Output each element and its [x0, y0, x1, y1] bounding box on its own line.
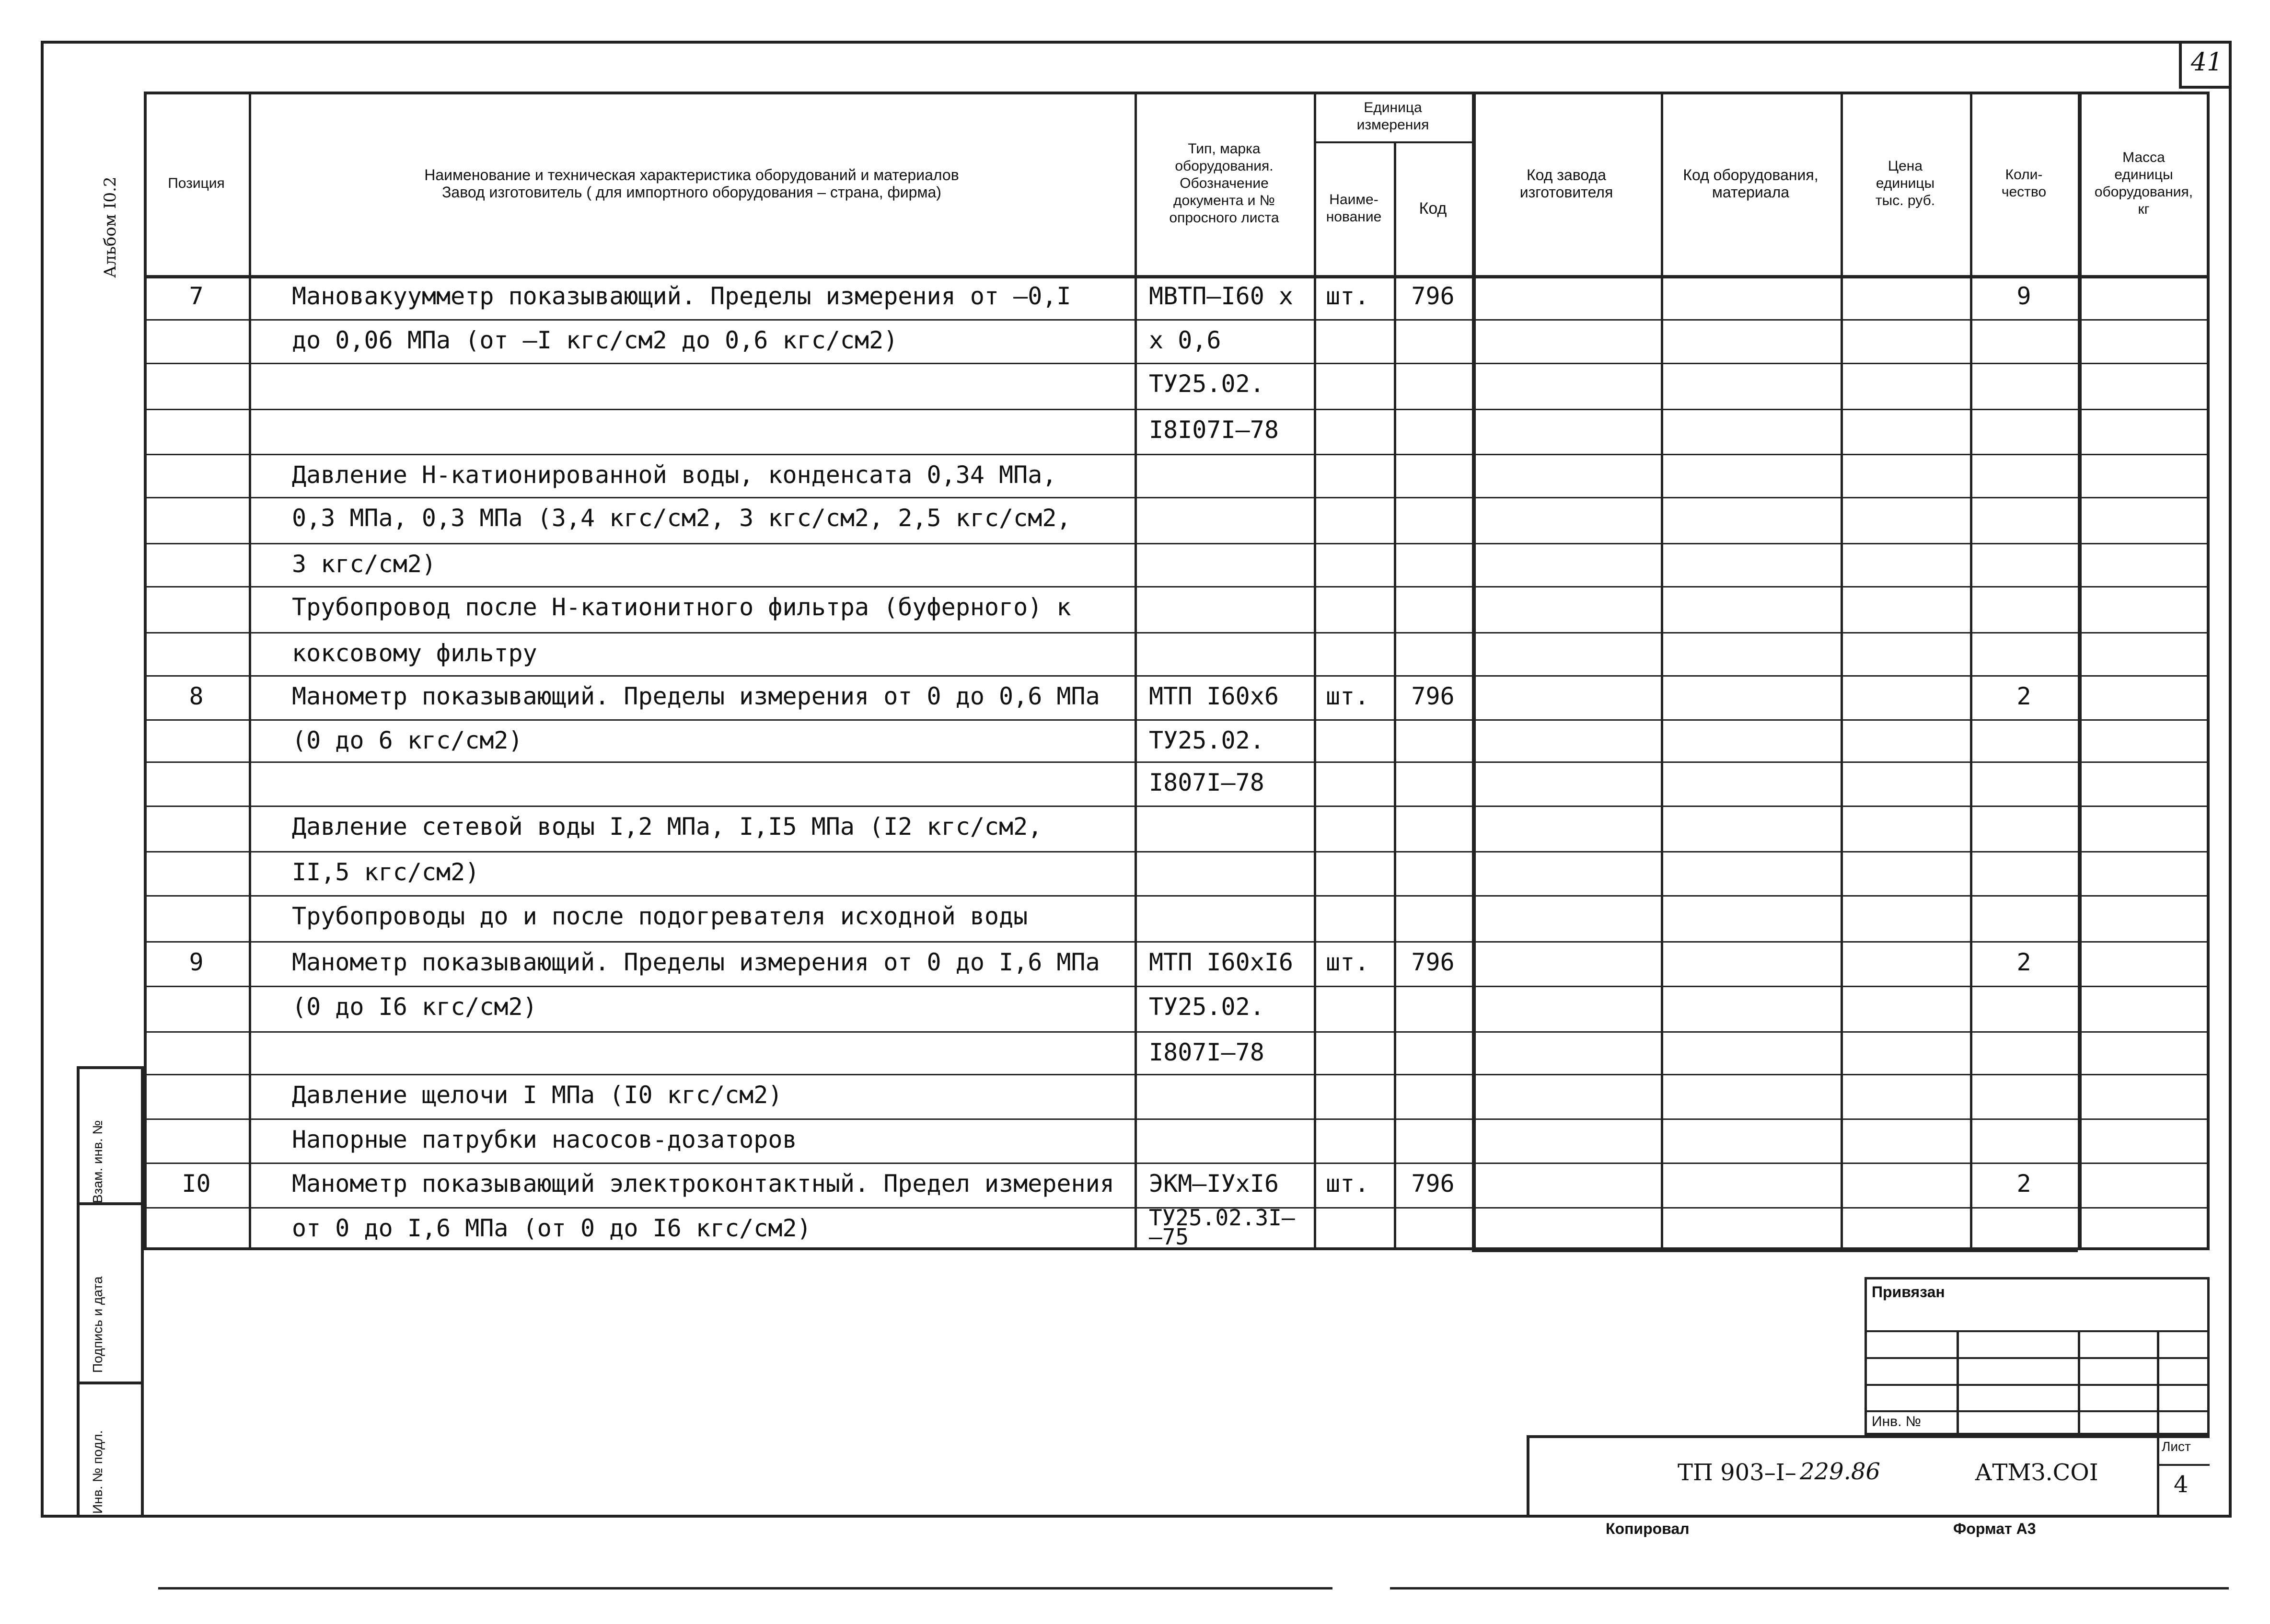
table-row — [144, 806, 2210, 851]
side-label-inventory: Инв. № подл. — [90, 1430, 105, 1514]
stamp-sheet-label: Лист — [2162, 1439, 2191, 1454]
table-row — [144, 986, 2210, 1031]
stamp-doc-code: ТП 903–I– — [1678, 1459, 1796, 1486]
stamp-doc-code-handwritten: 229.86 — [1800, 1458, 1880, 1485]
stamp-format-label: Формат А3 — [1953, 1520, 2036, 1537]
cell-name: Давление Н-катионированной воды, конденсата 0,34 МПа, — [292, 461, 1057, 489]
cell-position: 9 — [189, 948, 204, 976]
table-row — [144, 761, 2210, 806]
cell-name: Манометр показывающий. Пределы измерения от 0 до 0,6 МПа — [292, 682, 1100, 710]
stamp-copied-label: Копировал — [1606, 1520, 1690, 1537]
stamp-doc-mark: АТМЗ.СОI — [1975, 1459, 2098, 1486]
table-row — [144, 409, 2210, 454]
cell-type: I807I–78 — [1149, 769, 1264, 796]
cell-type: ТУ25.02. — [1149, 993, 1264, 1021]
cell-type: I807I–78 — [1149, 1038, 1264, 1066]
table-row — [144, 586, 2210, 632]
cell-code: 796 — [1411, 948, 1455, 976]
table-row — [144, 941, 2210, 986]
cell-type: I8I07I–78 — [1149, 416, 1279, 444]
album-label-text: Альбом I0.2 — [101, 176, 120, 278]
cell-unit: шт. — [1326, 282, 1369, 310]
cell-name: от 0 до I,6 МПа (от 0 до I6 кгс/см2) — [292, 1214, 811, 1242]
stamp-attached-label: Привязан — [1872, 1283, 1945, 1301]
header-name: Наименование и техническая характеристика оборудований и материалов Завод изготовитель ( для импортного оборудования – страна, фирма) — [424, 166, 959, 201]
stamp-sheet-value: 4 — [2174, 1471, 2189, 1498]
cell-type: ЭКМ–IУхI6 — [1149, 1170, 1279, 1198]
header-factory-code: Код завода изготовителя — [1519, 166, 1613, 201]
table-row — [144, 454, 2210, 497]
table-row — [144, 363, 2210, 409]
table-row — [144, 1163, 2210, 1207]
header-unit-name: Наиме- нование — [1326, 191, 1382, 225]
cell-unit: шт. — [1326, 1170, 1369, 1198]
side-label-signature: Подпись и дата — [90, 1276, 105, 1373]
cell-type: ТУ25.02. — [1149, 726, 1264, 754]
table-row — [144, 497, 2210, 543]
table-row — [144, 632, 2210, 675]
cell-name: Напорные патрубки насосов-дозаторов — [292, 1126, 797, 1153]
stamp-inv-label: Инв. № — [1872, 1414, 1921, 1429]
cell-position: I0 — [182, 1170, 211, 1198]
cell-name: Мановакуумметр показывающий. Пределы измерения от –0,I — [292, 282, 1071, 310]
cell-type: МТП I60х6 — [1149, 682, 1279, 710]
cell-code: 796 — [1411, 682, 1455, 710]
header-unit: Единица измерения — [1356, 100, 1429, 133]
table-row — [144, 895, 2210, 941]
cell-name: Давление щелочи I МПа (I0 кгс/см2) — [292, 1081, 783, 1109]
cell-quantity: 2 — [2016, 1170, 2031, 1198]
cell-type: МТП I60хI6 — [1149, 948, 1294, 976]
stamp-sheet-divider — [2157, 1435, 2159, 1518]
cell-unit: шт. — [1326, 682, 1369, 710]
cell-unit: шт. — [1326, 948, 1369, 976]
cell-name: Трубопровод после Н-катионитного фильтра (буферного) к — [292, 593, 1071, 621]
cell-name: 3 кгс/см2) — [292, 550, 437, 578]
cell-code: 796 — [1411, 282, 1455, 310]
header-type: Тип, марка оборудования. Обозначение документа и № опросного листа — [1169, 140, 1279, 226]
header-price: Цена единицы тыс. руб. — [1875, 158, 1935, 208]
cell-name: (0 до I6 кгс/см2) — [292, 993, 537, 1021]
cell-type: ТУ25.02.3I– –75 — [1149, 1205, 1295, 1250]
stamp-vline — [2078, 1330, 2080, 1435]
cell-type: МВТП–I60 х — [1149, 282, 1294, 310]
side-stamp-replaced — [77, 1066, 144, 1205]
header-unit-code: Код — [1419, 199, 1447, 218]
cell-position: 7 — [189, 282, 204, 310]
cell-name: до 0,06 МПа (от –I кгс/см2 до 0,6 кгс/см2) — [292, 326, 898, 354]
cell-code: 796 — [1411, 1170, 1455, 1198]
table-row — [144, 1207, 2210, 1250]
cell-quantity: 2 — [2016, 682, 2031, 710]
stamp-vline — [1957, 1330, 1959, 1435]
cell-position: 8 — [189, 682, 204, 710]
cell-quantity: 9 — [2016, 282, 2031, 310]
album-label — [101, 144, 134, 278]
table-row — [144, 719, 2210, 761]
table-row — [144, 275, 2210, 319]
cell-type: ТУ25.02. — [1149, 370, 1264, 398]
cell-name: Манометр показывающий. Пределы измерения от 0 до I,6 МПа — [292, 948, 1100, 976]
table-row — [144, 543, 2210, 586]
header-equipment-code: Код оборудования, материала — [1683, 166, 1818, 201]
table-row — [144, 1118, 2210, 1163]
header-position: Позиция — [168, 175, 225, 191]
cell-type: х 0,6 — [1149, 326, 1221, 354]
side-stamp-inventory — [77, 1382, 144, 1518]
bottom-rule-right — [1390, 1587, 2229, 1589]
cell-name: 0,3 МПа, 0,3 МПа (3,4 кгс/см2, 3 кгс/см2, 2,5 кгс/см2, — [292, 504, 1071, 532]
cell-name: (0 до 6 кгс/см2) — [292, 726, 523, 754]
cell-name: Давление сетевой воды I,2 МПа, I,I5 МПа (I2 кгс/см2, — [292, 813, 1042, 841]
cell-quantity: 2 — [2016, 948, 2031, 976]
side-label-replaced: Взам. инв. № — [90, 1120, 105, 1203]
cell-name: Манометр показывающий электроконтактный. Предел измерения — [292, 1170, 1114, 1198]
table-row — [144, 675, 2210, 719]
cell-name: коксовому фильтру — [292, 639, 537, 667]
header-quantity: Коли- чество — [2001, 166, 2047, 200]
cell-name: II,5 кгс/см2) — [292, 858, 480, 886]
cell-name: Трубопроводы до и после подогревателя исходной воды — [292, 902, 1028, 930]
table-row — [144, 319, 2210, 363]
table-row — [144, 1074, 2210, 1118]
bottom-rule-left — [158, 1587, 1332, 1589]
table-row — [144, 851, 2210, 895]
side-stamp-signature — [77, 1202, 144, 1384]
stamp-sheet-rule — [2157, 1464, 2210, 1466]
stamp-vline — [2157, 1330, 2159, 1435]
header-mass: Масса единицы оборудования, кг — [2094, 149, 2193, 217]
table-row — [144, 1031, 2210, 1074]
page-number: 41 — [2179, 41, 2232, 89]
